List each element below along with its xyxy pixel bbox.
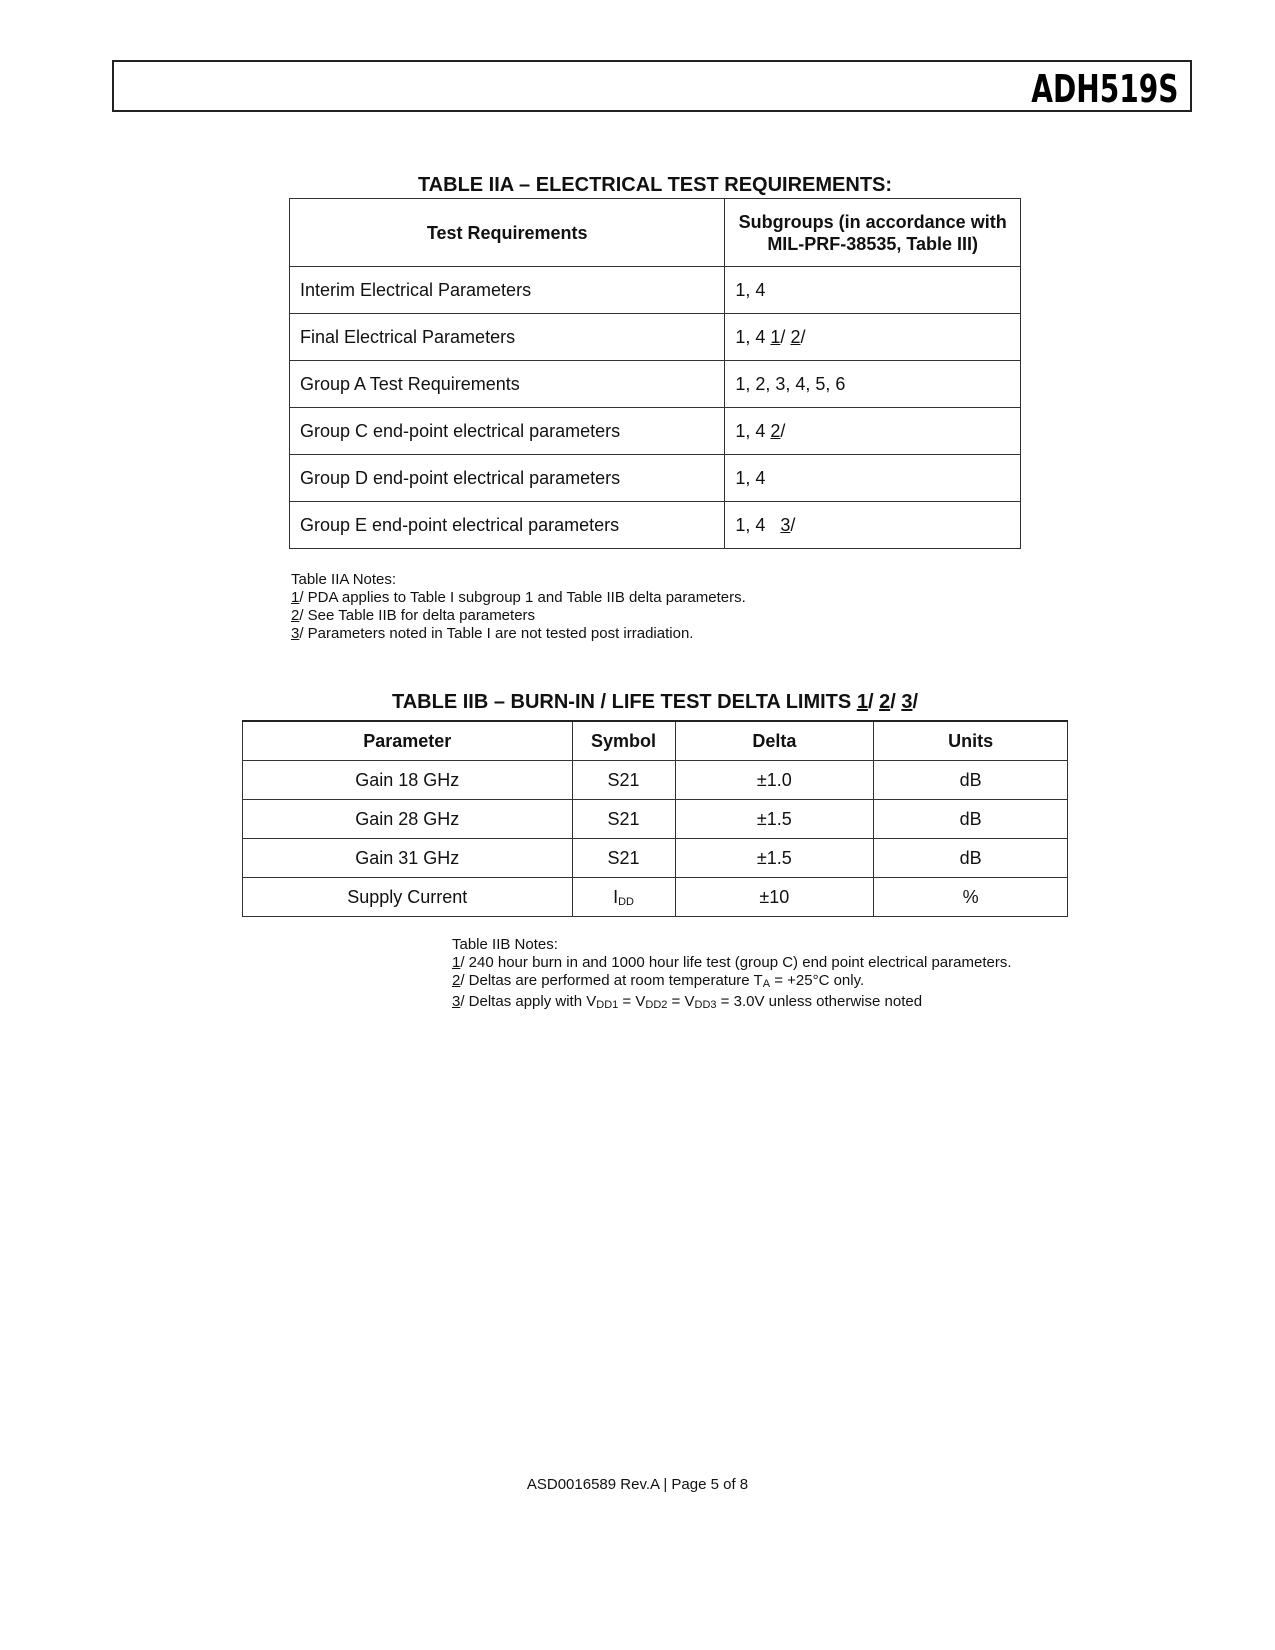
table-header-row — [290, 199, 1021, 267]
cell-delta: ±1.0 — [675, 761, 874, 800]
cell-subgroups: 1, 2, 3, 4, 5, 6 — [725, 361, 1021, 408]
table-row — [243, 761, 1068, 800]
note-line: 3/ Deltas apply with $V_{DD1} = V_{DD2} = V_{DD3} = 3.0V$ unless otherwise noted — [452, 993, 923, 1011]
page-footer: ASD0016589 Rev.A | Page 5 of 8 — [526, 1476, 749, 1493]
cell-subgroups: 1, 4 1/ 2/ — [725, 314, 1021, 361]
col-header-subgroups: Subgroups (in accordance with MIL-PRF-38535, Table III) — [725, 199, 1021, 267]
col-header-symbol: Symbol — [572, 721, 675, 761]
table-2b-title: TABLE IIB – BURN-IN / LIFE TEST DELTA LIMITS 1/ 2/ 3/ — [392, 691, 918, 713]
notes-title: Table IIB Notes: — [452, 936, 558, 953]
table-row — [290, 502, 1021, 549]
cell-parameter: Gain 31 GHz — [243, 839, 573, 878]
cell-subgroups: 1, 4 2/ — [725, 408, 1021, 455]
cell-requirement: Final Electrical Parameters — [290, 314, 725, 361]
cell-symbol: S21 — [572, 761, 675, 800]
table-row — [243, 800, 1068, 839]
cell-symbol: $I_{DD}$ — [572, 878, 675, 917]
cell-subgroups: 1, 4 — [725, 267, 1021, 314]
cell-requirement: Group D end-point electrical parameters — [290, 455, 725, 502]
cell-subgroups: 1, 4 3/ — [725, 502, 1021, 549]
note-ref: 2 — [790, 326, 801, 347]
cell-requirement: Interim Electrical Parameters — [290, 267, 725, 314]
cell-requirement: Group C end-point electrical parameters — [290, 408, 725, 455]
table-2a-notes — [291, 571, 746, 643]
cell-parameter: Gain 18 GHz — [243, 761, 573, 800]
cell-subgroups: 1, 4 — [725, 455, 1021, 502]
col-header-units: Units — [874, 721, 1068, 761]
cell-parameter: Supply Current — [243, 878, 573, 917]
cell-units: dB — [874, 761, 1068, 800]
cell-requirement: Group E end-point electrical parameters — [290, 502, 725, 549]
note-line: 2/ Deltas are performed at room temperature $T_A = +25^\circ C$ only. — [452, 972, 865, 990]
notes-title: Table IIA Notes: — [291, 571, 397, 588]
cell-delta: ±10 — [675, 878, 874, 917]
cell-parameter: Gain 28 GHz — [243, 800, 573, 839]
cell-units: % — [874, 878, 1068, 917]
cell-delta: ±1.5 — [675, 839, 874, 878]
note-line: 2/ See Table IIB for delta parameters — [291, 607, 536, 624]
note-ref: 2 — [770, 420, 781, 441]
note-ref: 3 — [780, 514, 791, 535]
cell-symbol: S21 — [572, 839, 675, 878]
part-number-title: ADH519S — [1030, 67, 1178, 111]
cell-units: dB — [874, 800, 1068, 839]
table-row — [290, 314, 1021, 361]
table-2a — [289, 198, 1021, 549]
table-row — [290, 267, 1021, 314]
table-row — [243, 878, 1068, 917]
note-line: 1/ PDA applies to Table I subgroup 1 and Table IIB delta parameters. — [291, 589, 746, 606]
table-row — [290, 455, 1021, 502]
note-ref: 1 — [770, 326, 781, 347]
note-line: 1/ 240 hour burn in and 1000 hour life test (group C) end point electrical parameters. — [452, 954, 1012, 971]
table-2b-notes — [452, 936, 1012, 1014]
cell-units: dB — [874, 839, 1068, 878]
table-2a-title: TABLE IIA – ELECTRICAL TEST REQUIREMENTS: — [417, 174, 893, 196]
page-header — [112, 60, 1192, 112]
col-header-parameter: Parameter — [243, 721, 573, 761]
cell-requirement: Group A Test Requirements — [290, 361, 725, 408]
table-row — [290, 361, 1021, 408]
cell-delta: ±1.5 — [675, 800, 874, 839]
table-header-row — [243, 721, 1068, 761]
note-line: 3/ Parameters noted in Table I are not tested post irradiation. — [291, 625, 694, 642]
table-row — [243, 839, 1068, 878]
col-header-delta: Delta — [675, 721, 874, 761]
table-2b — [242, 720, 1068, 917]
table-row — [290, 408, 1021, 455]
col-header-test-requirements: Test Requirements — [290, 199, 725, 267]
cell-symbol: S21 — [572, 800, 675, 839]
